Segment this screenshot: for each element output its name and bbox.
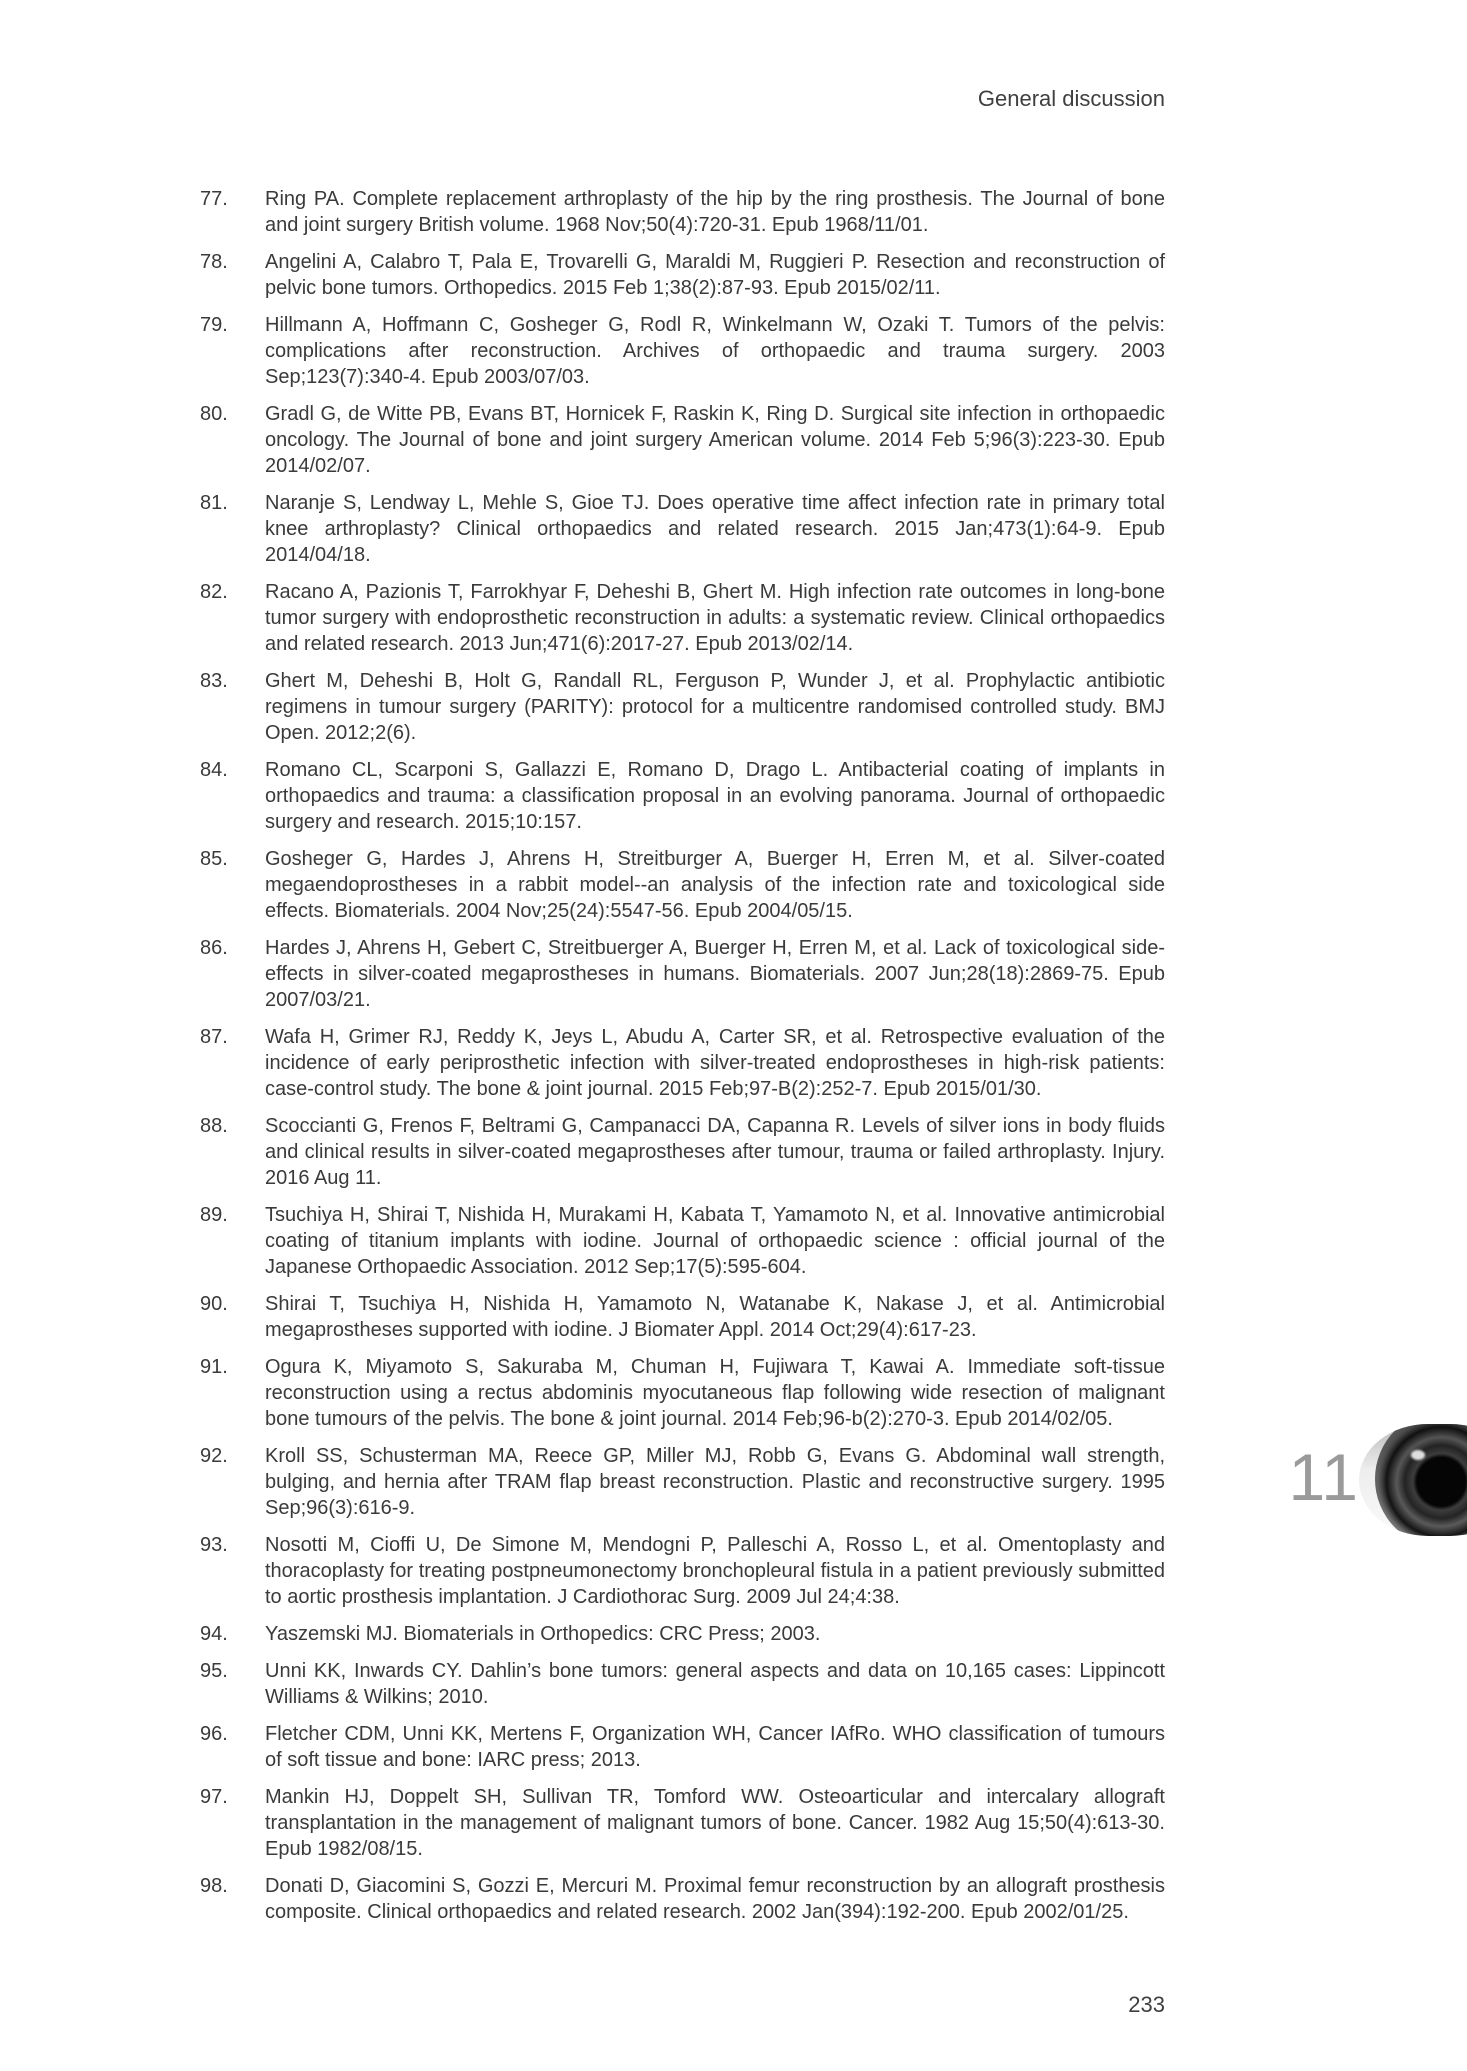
reference-number: 82. [200,581,228,603]
reference-item [200,935,1165,1013]
reference-text: Naranje S, Lendway L, Mehle S, Gioe TJ. Does operative time affect infection rate in primary total knee arthroplasty? Clinical orthopaedics and related research. 2015 Jan;473(1):64-9. Epub 2014/04/18. [265,492,1165,566]
reference-number: 77. [200,188,228,210]
reference-item [200,1443,1165,1521]
reference-text: Racano A, Pazionis T, Farrokhyar F, Deheshi B, Ghert M. High infection rate outcomes in long-bone tumor surgery with endoprosthetic reconstruction in adults: a systematic review. Clinical orthopaedics and related research. 2013 Jun;471(6):2017-27. Epub 2013/02/14. [265,581,1165,655]
reference-text: Yaszemski MJ. Biomaterials in Orthopedics: CRC Press; 2003. [265,1623,821,1645]
reference-item [200,249,1165,301]
reference-text: Ring PA. Complete replacement arthroplasty of the hip by the ring prosthesis. The Journal of bone and joint surgery British volume. 1968 Nov;50(4):720-31. Epub 1968/11/01. [265,188,1165,236]
reference-item [200,1202,1165,1280]
reference-item [200,1291,1165,1343]
reference-item [200,1024,1165,1102]
eye-photo [1359,1424,1467,1536]
reference-text: Donati D, Giacomini S, Gozzi E, Mercuri M. Proximal femur reconstruction by an allograft prosthesis composite. Clinical orthopaedics and related research. 2002 Jan(394):192-200. Epub 2002/01/25. [265,1875,1165,1923]
eye-glint [1411,1450,1425,1460]
reference-item [200,1532,1165,1610]
page-number: 233 [1128,1992,1165,2017]
reference-item [200,1784,1165,1862]
reference-number: 79. [200,314,228,336]
reference-number: 87. [200,1026,228,1048]
reference-text: Tsuchiya H, Shirai T, Nishida H, Murakami H, Kabata T, Yamamoto N, et al. Innovative antimicrobial coating of titanium implants with iodine. Journal of orthopaedic science : official journal of the Japanese Orthopaedic Association. 2012 Sep;17(5):595-604. [265,1204,1165,1278]
reference-number: 80. [200,403,228,425]
reference-number: 94. [200,1623,228,1645]
reference-item [200,668,1165,746]
reference-item [200,1658,1165,1710]
reference-item [200,312,1165,390]
running-header: General discussion [977,86,1165,111]
reference-item [200,490,1165,568]
reference-text: Hardes J, Ahrens H, Gebert C, Streitbuerger A, Buerger H, Erren M, et al. Lack of toxicological side-effects in silver-coated megaprostheses in humans. Biomaterials. 2007 Jun;28(18):2869-75. Epub 2007/03/21. [265,937,1165,1011]
reference-text: Hillmann A, Hoffmann C, Gosheger G, Rodl R, Winkelmann W, Ozaki T. Tumors of the pelvis: complications after reconstruction. Archives of orthopaedic and trauma surgery. 2003 Sep;123(7):340-4. Epub 2003/07/03. [265,314,1165,388]
reference-item [200,579,1165,657]
reference-item [200,846,1165,924]
reference-text: Fletcher CDM, Unni KK, Mertens F, Organization WH, Cancer IAfRo. WHO classification of tumours of soft tissue and bone: IARC press; 2013. [265,1723,1165,1771]
reference-number: 81. [200,492,228,514]
reference-number: 91. [200,1356,228,1378]
reference-item [200,757,1165,835]
reference-text: Romano CL, Scarponi S, Gallazzi E, Romano D, Drago L. Antibacterial coating of implants in orthopaedics and trauma: a classification proposal in an evolving panorama. Journal of orthopaedic surgery and research. 2015;10:157. [265,759,1165,833]
reference-number: 88. [200,1115,228,1137]
reference-list [200,186,1165,1936]
reference-item [200,186,1165,238]
reference-text: Shirai T, Tsuchiya H, Nishida H, Yamamoto N, Watanabe K, Nakase J, et al. Antimicrobial megaprostheses supported with iodine. J Biomater Appl. 2014 Oct;29(4):617-23. [265,1293,1165,1341]
reference-number: 89. [200,1204,228,1226]
reference-number: 86. [200,937,228,959]
reference-number: 78. [200,251,228,273]
reference-item [200,401,1165,479]
reference-text: Scoccianti G, Frenos F, Beltrami G, Campanacci DA, Capanna R. Levels of silver ions in body fluids and clinical results in silver-coated megaprostheses after tumour, trauma or failed arthroplasty. Injury. 2016 Aug 11. [265,1115,1165,1189]
eye-iris [1375,1424,1467,1536]
reference-text: Gosheger G, Hardes J, Ahrens H, Streitburger A, Buerger H, Erren M, et al. Silver-coated megaendoprostheses in a rabbit model--an analysis of the infection rate and toxicological side effects. Biomaterials. 2004 Nov;25(24):5547-56. Epub 2004/05/15. [265,848,1165,922]
reference-item [200,1721,1165,1773]
reference-item [200,1354,1165,1432]
reference-number: 93. [200,1534,228,1556]
reference-text: Kroll SS, Schusterman MA, Reece GP, Miller MJ, Robb G, Evans G. Abdominal wall strength, bulging, and hernia after TRAM flap breast reconstruction. Plastic and reconstructive surgery. 1995 Sep;96(3):616-9. [265,1445,1165,1519]
reference-number: 90. [200,1293,228,1315]
reference-number: 97. [200,1786,228,1808]
reference-text: Ogura K, Miyamoto S, Sakuraba M, Chuman H, Fujiwara T, Kawai A. Immediate soft-tissue reconstruction using a rectus abdominis myocutaneous flap following wide resection of malignant bone tumours of the pelvis. The bone & joint journal. 2014 Feb;96-b(2):270-3. Epub 2014/02/05. [265,1356,1165,1430]
reference-item [200,1621,1165,1647]
reference-number: 96. [200,1723,228,1745]
reference-number: 98. [200,1875,228,1897]
reference-number: 83. [200,670,228,692]
reference-text: Gradl G, de Witte PB, Evans BT, Hornicek F, Raskin K, Ring D. Surgical site infection in orthopaedic oncology. The Journal of bone and joint surgery American volume. 2014 Feb 5;96(3):223-30. Epub 2014/02/07. [265,403,1165,477]
reference-item [200,1873,1165,1925]
reference-number: 92. [200,1445,228,1467]
reference-text: Angelini A, Calabro T, Pala E, Trovarelli G, Maraldi M, Ruggieri P. Resection and reconstruction of pelvic bone tumors. Orthopedics. 2015 Feb 1;38(2):87-93. Epub 2015/02/11. [265,251,1165,299]
reference-text: Nosotti M, Cioffi U, De Simone M, Mendogni P, Palleschi A, Rosso L, et al. Omentoplasty and thoracoplasty for treating postpneumonectomy bronchopleural fistula in a patient previously submitted to aortic prosthesis implantation. J Cardiothorac Surg. 2009 Jul 24;4:38. [265,1534,1165,1608]
reference-text: Mankin HJ, Doppelt SH, Sullivan TR, Tomford WW. Osteoarticular and intercalary allograft transplantation in the management of malignant tumors of bone. Cancer. 1982 Aug 15;50(4):613-30. Epub 1982/08/15. [265,1786,1165,1860]
reference-item [200,1113,1165,1191]
reference-text: Wafa H, Grimer RJ, Reddy K, Jeys L, Abudu A, Carter SR, et al. Retrospective evaluation of the incidence of early periprosthetic infection with silver-treated endoprostheses in high-risk patients: case-control study. The bone & joint journal. 2015 Feb;97-B(2):252-7. Epub 2015/01/30. [265,1026,1165,1100]
chapter-number: 11 [1288,1440,1359,1514]
reference-number: 85. [200,848,228,870]
reference-text: Ghert M, Deheshi B, Holt G, Randall RL, Ferguson P, Wunder J, et al. Prophylactic antibiotic regimens in tumour surgery (PARITY): protocol for a multicentre randomised controlled study. BMJ Open. 2012;2(6). [265,670,1165,744]
reference-number: 95. [200,1660,228,1682]
reference-text: Unni KK, Inwards CY. Dahlin’s bone tumors: general aspects and data on 10,165 cases: Lippincott Williams & Wilkins; 2010. [265,1660,1165,1708]
reference-number: 84. [200,759,228,781]
